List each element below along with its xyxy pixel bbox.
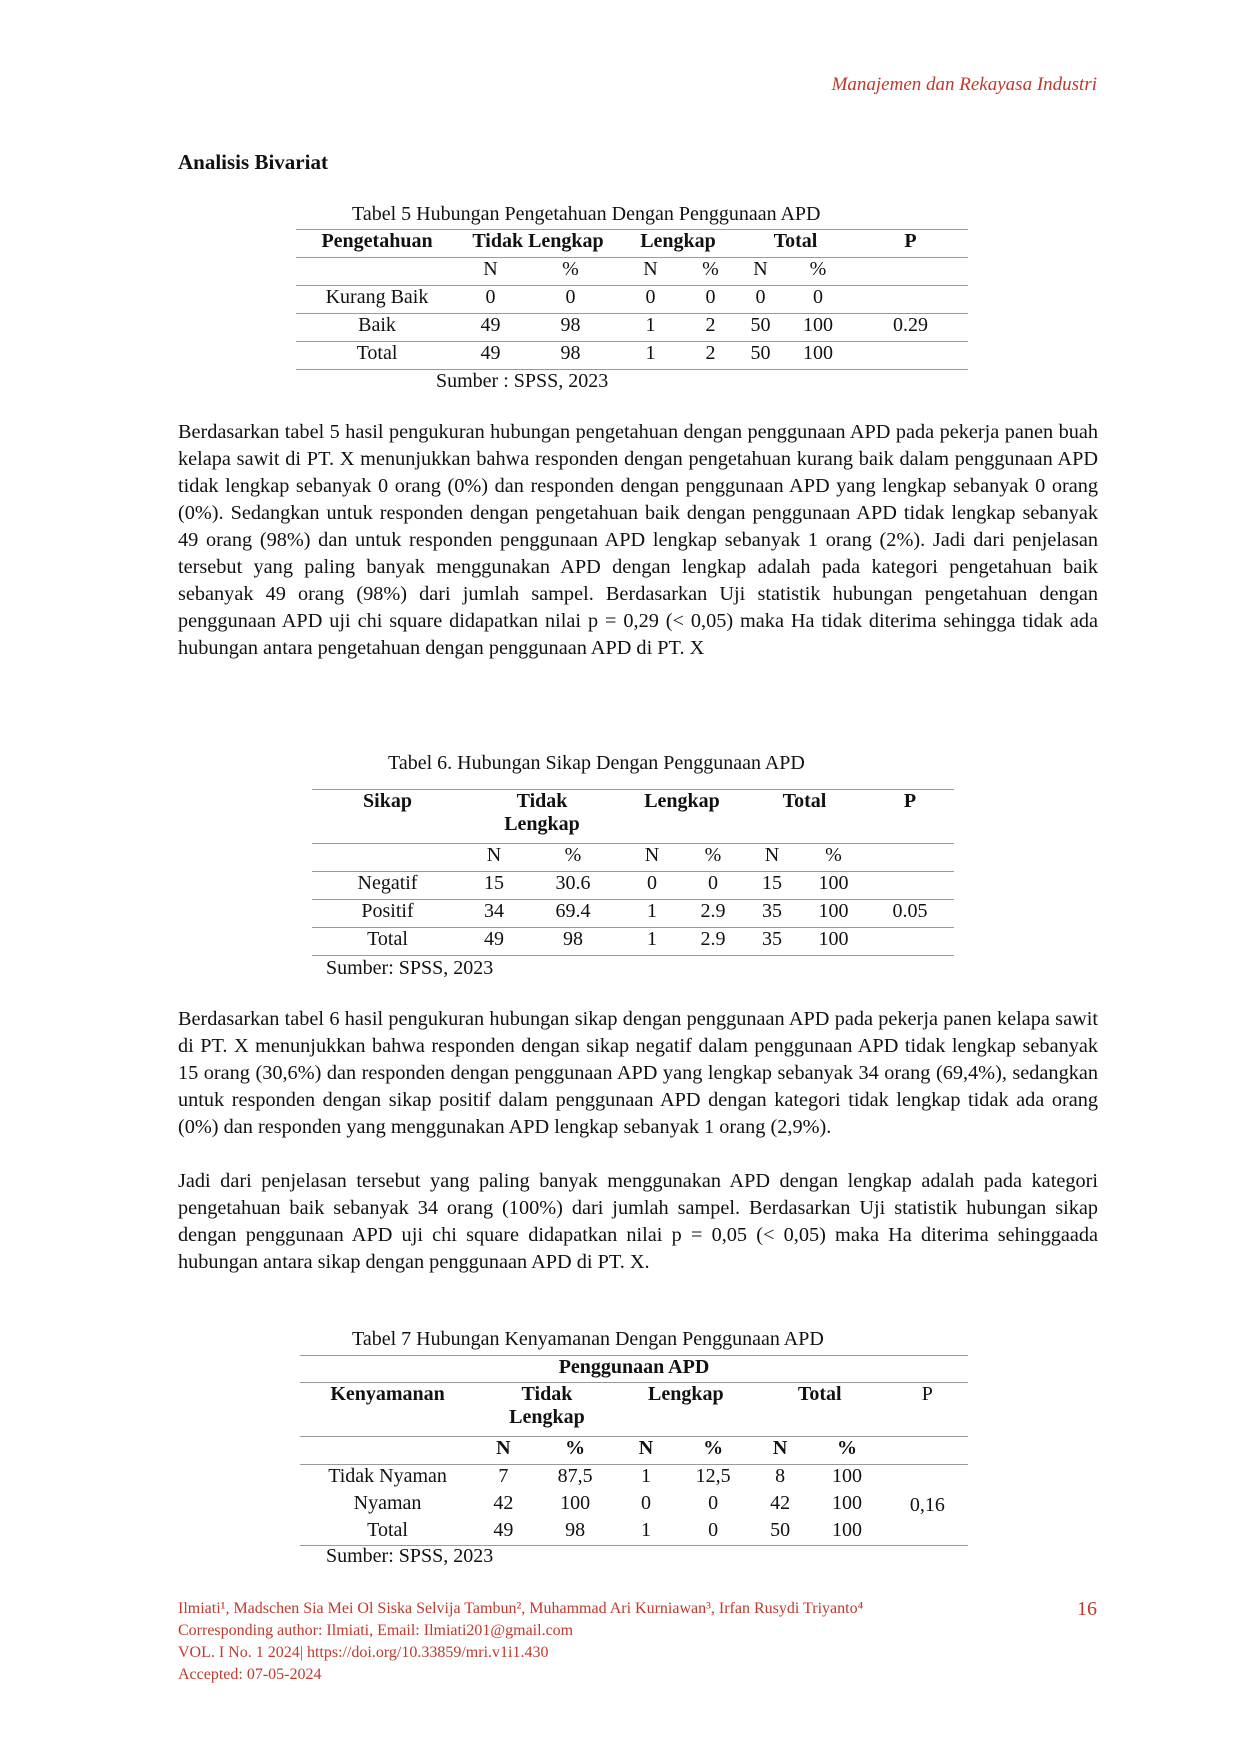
paragraph-2a: Berdasarkan tabel 6 hasil pengukuran hubungan sikap dengan penggunaan APD pada pekerja panen kelapa sawit di PT. X menunjukkan bahwa responden dengan sikap negatif dalam penggunaan APD tidak lengkap sebanyak 15 orang (30,6%) dan responden dengan penggunaan APD yang lengkap sebanyak 34 orang (69,4%), sedangkan untuk responden dengan sikap positif dalam penggunaan APD dengan kategori tidak lengkap tidak ada orang (0%) dan responden yang menggunakan APD lengkap sebanyak 1 orang (2,9%). [178,1008,1098,1138]
table7-header-p: P [921,1383,933,1405]
table-cell: 100 [803,314,833,336]
table-cell: 0 [708,1518,719,1541]
table-cell [866,872,954,900]
table5-header-pengetahuan: Pengetahuan [321,230,433,252]
table7-header-tidak-lengkap: Tidak Lengkap [509,1383,585,1428]
table-cell: Positif [361,900,414,922]
table-row [296,314,968,342]
table-cell: 2 [705,314,716,336]
table-cell: 0 [708,872,718,894]
table6-header-total: Total [782,790,827,812]
table-cell: 2 [705,342,716,364]
table-cell: 1 [645,342,656,364]
journal-name: Manajemen dan Rekayasa Industri [831,74,1097,95]
table-cell: 49 [480,314,501,336]
table-cell: Kurang Baik [325,286,429,308]
table-cell: 100 [832,1518,862,1541]
table-cell: 0 [755,286,766,308]
table-cell: 0 [705,286,716,308]
table6-header-sikap: Sikap [363,790,412,812]
table-cell: 15 [484,872,504,894]
table-cell: 50 [770,1518,791,1541]
table-cell: 42 [493,1491,514,1514]
table7-sub: % [565,1437,586,1459]
table5-header-p: P [904,230,917,252]
table-cell: Total [367,1518,408,1541]
table-cell: Total [367,928,408,950]
table6-header-p: P [903,790,917,812]
table-cell: 98 [565,1518,586,1541]
table5-sub: N [753,258,768,280]
footer-corresponding: Corresponding author: Ilmiati, Email: Ilmiati201@gmail.com [178,1622,574,1639]
table-cell: 0 [641,1491,652,1514]
table-cell: 42 [770,1491,791,1514]
table-cell: 0 [708,1491,719,1514]
table-cell: 0 [813,286,823,308]
table7-p-value: 0,16 [909,1493,945,1516]
table-cell: 35 [762,928,782,950]
table-cell: Nyaman [353,1491,422,1514]
table-row [300,1492,968,1519]
table-cell: 0.05 [892,900,928,922]
table7-sub: % [837,1437,857,1459]
table-cell: Negatif [357,872,418,894]
table5-caption: Tabel 5 Hubungan Pengetahuan Dengan Penggunaan APD [352,203,821,225]
table-cell: 49 [493,1518,514,1541]
table7-header-lengkap: Lengkap [647,1383,724,1405]
table-row [296,342,968,370]
table-cell: 1 [647,928,657,950]
table7-sub: N [638,1437,654,1459]
table-cell: 49 [484,928,504,950]
table7-header-kenyamanan: Kenyamanan [330,1383,445,1405]
table-cell: 100 [832,1465,862,1487]
table-cell: 1 [645,314,656,336]
table-cell: 1 [647,900,657,922]
table-row [312,872,954,900]
section-title: Analisis Bivariat [178,150,328,174]
table-cell: 100 [818,872,849,894]
table-cell: 100 [818,900,849,922]
paragraph-2b: Jadi dari penjelasan tersebut yang paling banyak menggunakan APD dengan lengkap adalah pada kategori pengetahuan baik sebanyak 34 orang (100%) dari jumlah sampel. Berdasarkan Uji statistik hubungan sikap dengan penggunaan APD uji chi square didapatkan nilai p = 0,05 (< 0,05) maka Ha diterima sehinggaada hubungan antara sikap dengan penggunaan APD di PT. X. [178,1170,1098,1273]
page-number: 16 [1077,1598,1097,1620]
table-cell: 15 [762,872,782,894]
table7-source: Sumber: SPSS, 2023 [326,1545,494,1567]
table-cell: 98 [560,314,581,336]
table6-sub: N [486,844,502,866]
table-cell: 34 [484,900,504,922]
table5 [296,229,968,370]
table-cell: 8 [775,1465,786,1487]
table-cell [853,342,968,370]
table-row [312,928,954,956]
table-cell: 50 [750,314,771,336]
footer-volume: VOL. I No. 1 2024| https://doi.org/10.33859/mri.v1i1.430 [178,1644,549,1661]
paragraph-1: Berdasarkan tabel 5 hasil pengukuran hubungan pengetahuan dengan penggunaan APD pada pekerja panen buah kelapa sawit di PT. X menunjukkan bahwa responden dengan pengetahuan kurang baik dalam penggunaan APD tidak lengkap sebanyak 0 orang (0%) dan responden dengan penggunaan APD yang lengkap sebanyak 0 orang (0%). Sedangkan untuk responden dengan pengetahuan baik dengan penggunaan APD tidak lengkap sebanyak 49 orang (98%) dan untuk responden penggunaan APD lengkap sebanyak 1 orang (2%). Jadi dari penjelasan tersebut yang paling banyak menggunakan APD dengan lengkap adalah pada kategori pengetahuan baik sebanyak 49 orang (98%) dari jumlah sampel. Berdasarkan Uji statistik hubungan pengetahuan dengan penggunaan APD uji chi square didapatkan nilai p = 0,29 (< 0,05) maka Ha tidak diterima sehingga tidak ada hubungan antara pengetahuan dengan penggunaan APD di PT. X [178,421,1098,659]
table-cell: 0 [645,286,656,308]
table-cell: 0 [565,286,576,308]
table7-sub: % [703,1437,724,1459]
table5-sub: % [809,258,827,280]
table-cell: 50 [750,342,771,364]
table-cell: 87,5 [557,1465,593,1487]
table5-sub: % [562,258,579,280]
table-cell: 30.6 [555,872,591,894]
table5-header-lengkap: Lengkap [640,230,716,252]
table-cell [853,286,968,314]
table6-sub: % [825,844,842,866]
table-cell: 0 [647,872,657,894]
table-cell: 1 [641,1518,652,1541]
table-cell: 35 [762,900,782,922]
table5-source: Sumber : SPSS, 2023 [436,370,609,392]
table7-sub: N [772,1437,788,1459]
table7-header-total: Total [797,1383,842,1405]
table-row [296,286,968,314]
table5-header-tidak-lengkap: Tidak Lengkap [472,230,604,252]
table-cell [866,928,954,956]
table-row [312,900,954,928]
table-row [300,1465,968,1492]
table6-source: Sumber: SPSS, 2023 [326,957,494,979]
table6-sub: N [764,844,780,866]
table-cell: 2.9 [700,928,726,950]
table-cell: 7 [498,1465,509,1487]
table-cell: 100 [832,1491,862,1514]
footer-authors: Ilmiati¹, Madschen Sia Mei Ol Siska Selvija Tambun², Muhammad Ari Kurniawan³, Irfan Rusydi Triyanto⁴ [178,1600,864,1617]
table-cell: Baik [358,314,396,336]
table5-sub: % [702,258,719,280]
table-cell: 100 [560,1491,591,1514]
table6-sub: % [564,844,582,866]
table-cell: 2.9 [700,900,726,922]
table7-sub: N [496,1437,511,1459]
table7 [300,1355,968,1546]
table6-header-tidak-lengkap: Tidak Lengkap [504,790,580,835]
table5-sub: N [643,258,658,280]
table-cell: Tidak Nyaman [328,1465,447,1487]
table6 [312,789,954,956]
table-cell: 0.29 [893,314,928,336]
table7-caption: Tabel 7 Hubungan Kenyamanan Dengan Penggunaan APD [352,1328,824,1350]
table-cell: 0 [485,286,496,308]
table-cell: 100 [803,342,833,364]
page-footer [178,1598,863,1686]
table-cell: 49 [480,342,501,364]
table-row [300,1519,968,1546]
table5-header-total: Total [773,230,818,252]
table-cell: 98 [563,928,583,950]
table-cell: 100 [818,928,849,950]
table6-caption: Tabel 6. Hubungan Sikap Dengan Penggunaan APD [388,752,805,774]
footer-accepted: Accepted: 07-05-2024 [178,1666,322,1683]
table-cell: 98 [560,342,581,364]
table-cell: Total [356,342,398,364]
table-cell: 69.4 [555,900,591,922]
table6-sub: N [644,844,660,866]
table5-sub: N [483,258,498,280]
table-cell: 1 [641,1465,652,1487]
table6-sub: % [704,844,722,866]
table7-group-header: Penggunaan APD [558,1356,710,1378]
table6-header-lengkap: Lengkap [644,790,720,812]
table-cell: 12,5 [695,1465,731,1487]
